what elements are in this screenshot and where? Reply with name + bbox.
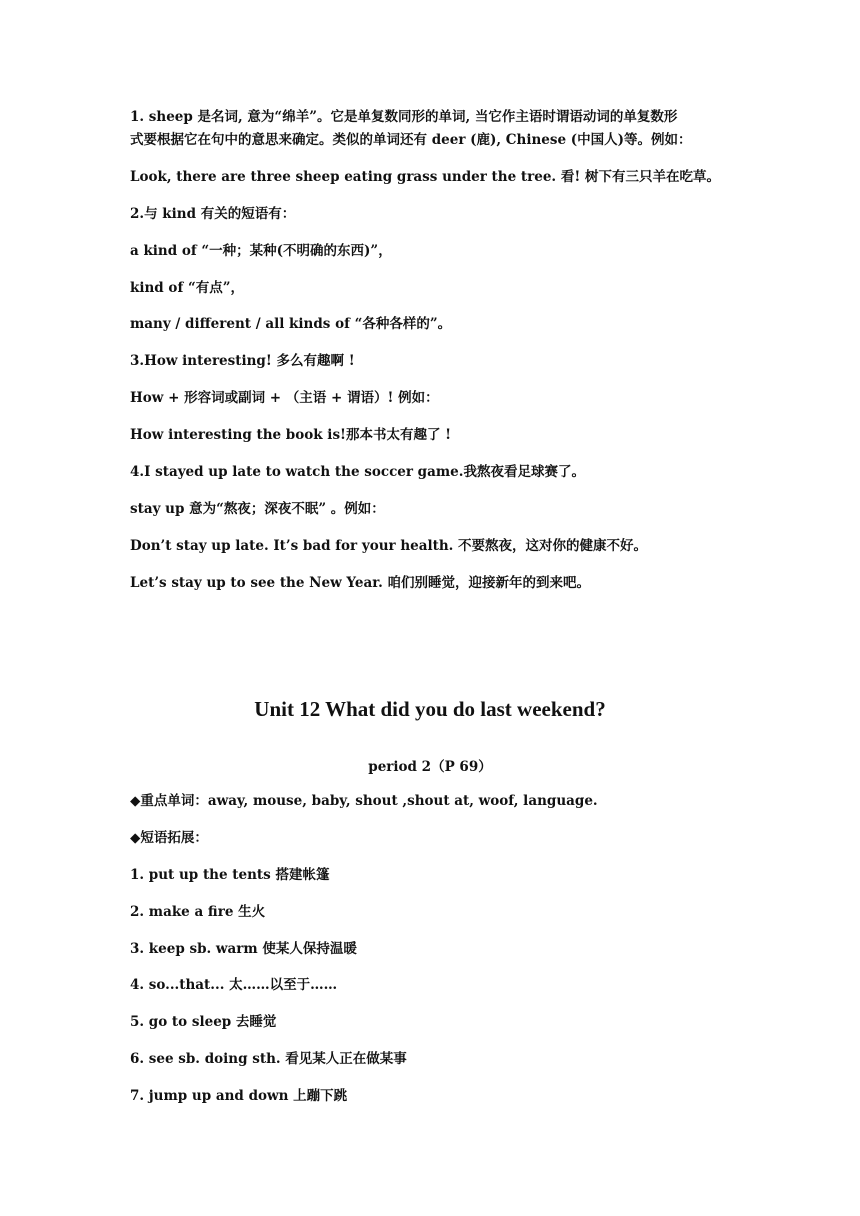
note-line: How + 形容词或副词 + （主语 + 谓语）! 例如：: [130, 390, 439, 406]
note-line: Look, there are three sheep eating grass under the tree. 看! 树下有三只羊在吃草。: [130, 169, 720, 185]
note-line: 式要根据它在句中的意思来确定。类似的单词还有 deer (鹿), Chinese (中国人)等。例如：: [130, 132, 692, 148]
phrase-item: 5. go to sleep 去睡觉: [130, 1014, 277, 1030]
phrases-heading: ◆短语拓展：: [130, 830, 208, 846]
phrase-item: 1. put up the tents 搭建帐篷: [130, 867, 330, 883]
period-subtitle: period 2（P 69）: [368, 759, 492, 775]
note-line: 4.I stayed up late to watch the soccer game.我熬夜看足球赛了。: [130, 464, 585, 480]
phrase-item: 2. make a fire 生火: [130, 904, 266, 920]
note-line: 1. sheep 是名词, 意为“绵羊”。它是单复数同形的单词, 当它作主语时谓语动词的单复数形: [130, 109, 678, 125]
note-line: kind of “有点”，: [130, 280, 244, 296]
phrase-item: 7. jump up and down 上蹦下跳: [130, 1088, 348, 1104]
note-line: a kind of “一种；某种(不明确的东西)”，: [130, 243, 392, 259]
key-vocabulary-line: ◆重点单词：away, mouse, baby, shout ,shout at, woof, language.: [130, 793, 598, 809]
phrase-item: 6. see sb. doing sth. 看见某人正在做某事: [130, 1051, 407, 1067]
phrase-item: 3. keep sb. warm 使某人保持温暖: [130, 941, 357, 957]
note-line: Don’t stay up late. It’s bad for your health. 不要熬夜，这对你的健康不好。: [130, 538, 648, 554]
note-line: many / different / all kinds of “各种各样的”。: [130, 316, 452, 332]
phrase-item: 4. so...that... 太……以至于……: [130, 977, 338, 993]
note-line: Let’s stay up to see the New Year. 咱们别睡觉，迎接新年的到来吧。: [130, 575, 590, 591]
note-line: 3.How interesting! 多么有趣啊 !: [130, 353, 355, 369]
note-line: 2.与 kind 有关的短语有：: [130, 206, 296, 222]
unit-title: Unit 12 What did you do last weekend?: [254, 697, 606, 721]
note-line: How interesting the book is!那本书太有趣了 !: [130, 427, 452, 443]
note-line: stay up 意为“熬夜；深夜不眠” 。例如：: [130, 501, 385, 517]
